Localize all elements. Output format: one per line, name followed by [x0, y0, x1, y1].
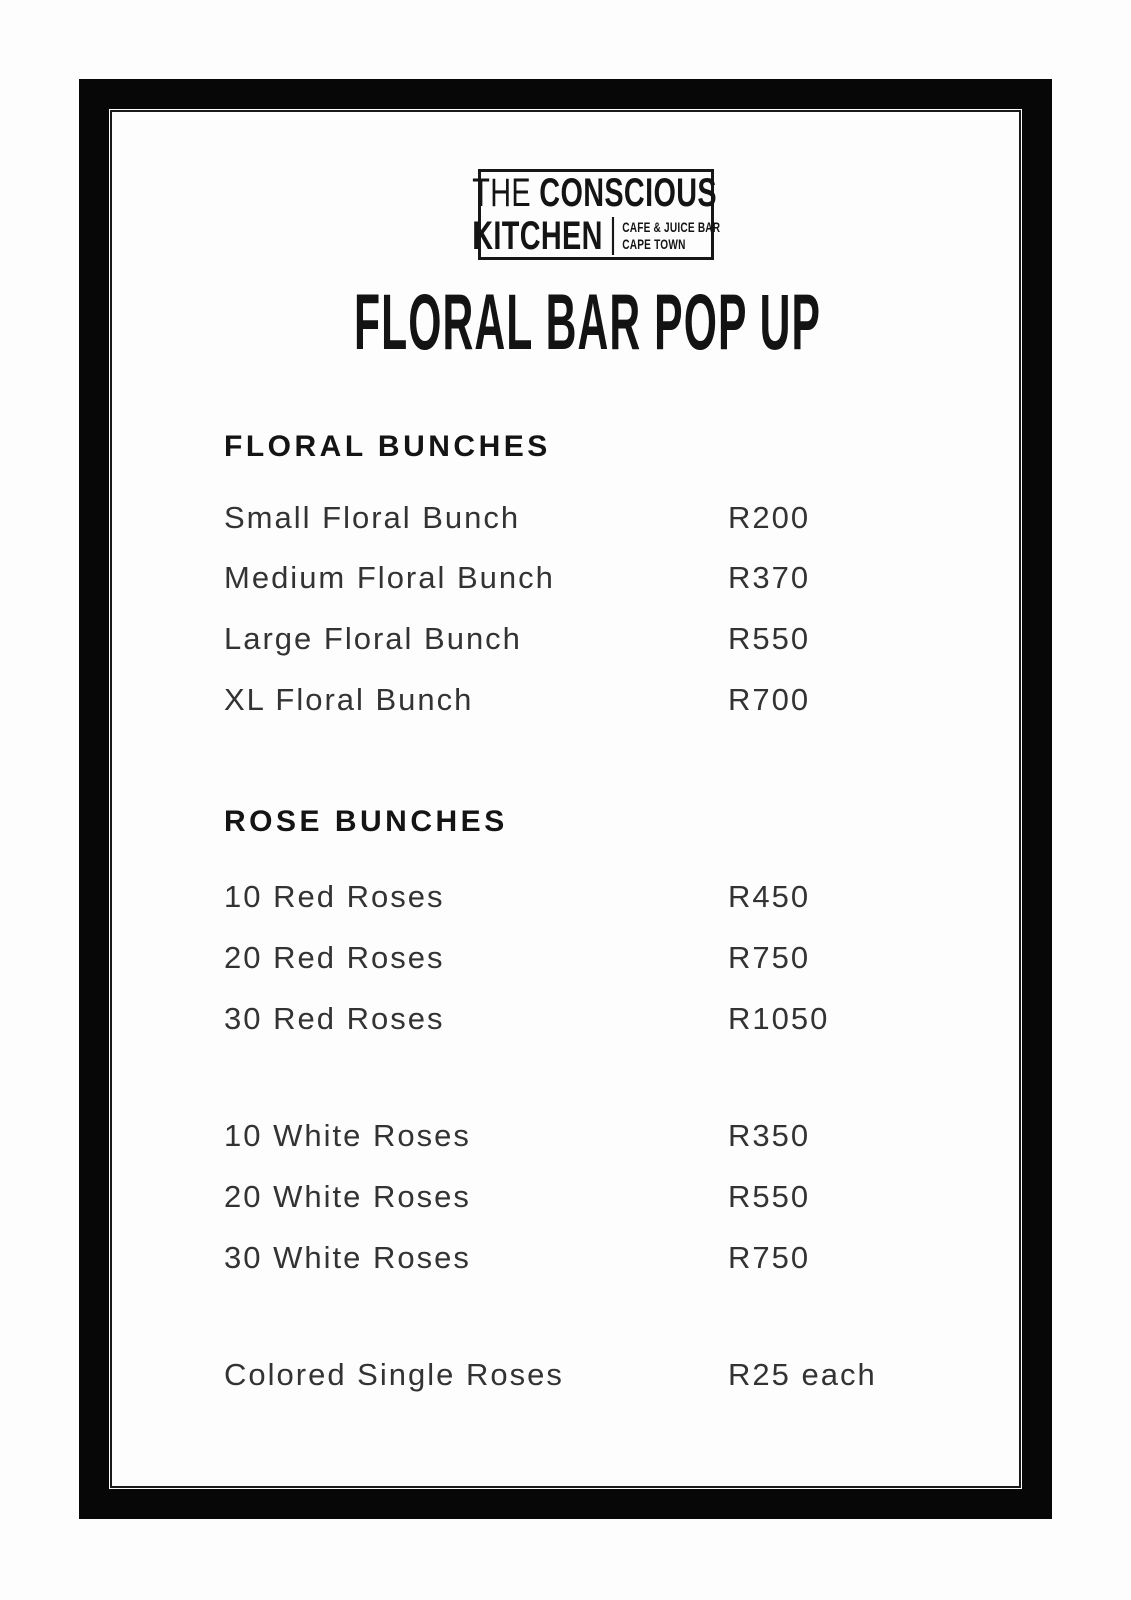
- menu-item-label: 20 Red Roses: [224, 940, 445, 975]
- menu-item-price: R25 each: [728, 1357, 877, 1392]
- menu-item-price: R200: [728, 500, 811, 535]
- brand-logo: [471, 169, 721, 260]
- brand-name-kitchen: KITCHEN: [471, 214, 603, 258]
- menu-item-label: 10 Red Roses: [224, 879, 445, 914]
- menu-item-row: [224, 621, 1011, 657]
- menu-item-row: [224, 1240, 1011, 1276]
- logo-divider-bar: [612, 217, 614, 255]
- menu-item-label: Medium Floral Bunch: [224, 560, 555, 595]
- menu-item-label: XL Floral Bunch: [224, 682, 474, 717]
- menu-item-row: [224, 682, 1011, 718]
- menu-item-label: Large Floral Bunch: [224, 621, 522, 656]
- brand-name-line1: [472, 173, 720, 213]
- menu-item-row: [224, 879, 1011, 915]
- menu-item-row: [224, 1118, 1011, 1154]
- menu-item-price: R750: [728, 940, 811, 975]
- menu-item-label: Colored Single Roses: [224, 1357, 564, 1392]
- menu-item-label: Small Floral Bunch: [224, 500, 521, 535]
- menu-item-row: [224, 1357, 1011, 1393]
- menu-item-label: 20 White Roses: [224, 1179, 471, 1214]
- section-heading-floral-bunches: FLORAL BUNCHES: [224, 430, 551, 463]
- menu-item-label: 30 Red Roses: [224, 1001, 445, 1036]
- brand-tagline-line2: CAPE TOWN: [621, 236, 686, 252]
- section-heading-rose-bunches: ROSE BUNCHES: [224, 805, 508, 838]
- brand-name-the: THE: [471, 171, 531, 215]
- menu-item-price: R1050: [728, 1001, 830, 1036]
- brand-name-line2: [472, 216, 720, 256]
- menu-item-price: R550: [728, 621, 811, 656]
- menu-item-row: [224, 1001, 1011, 1037]
- brand-logo-text: [472, 173, 720, 256]
- menu-item-price: R370: [728, 560, 811, 595]
- menu-item-label: 30 White Roses: [224, 1240, 471, 1275]
- menu-item-price: R750: [728, 1240, 811, 1275]
- menu-item-price: R550: [728, 1179, 811, 1214]
- brand-tagline: [622, 219, 720, 254]
- menu-item-price: R700: [728, 682, 811, 717]
- menu-item-label: 10 White Roses: [224, 1118, 471, 1153]
- menu-item-row: [224, 500, 1011, 536]
- page-title: FLORAL BAR POP UP: [353, 277, 822, 366]
- page-title-wrap: [0, 277, 1131, 366]
- brand-tagline-line1: CAFE & JUICE BAR: [621, 218, 721, 235]
- menu-item-row: [224, 940, 1011, 976]
- menu-item-price: R350: [728, 1118, 811, 1153]
- menu-item-row: [224, 560, 1011, 596]
- brand-name-conscious: CONSCIOUS: [539, 171, 717, 215]
- menu-item-price: R450: [728, 879, 811, 914]
- menu-item-row: [224, 1179, 1011, 1215]
